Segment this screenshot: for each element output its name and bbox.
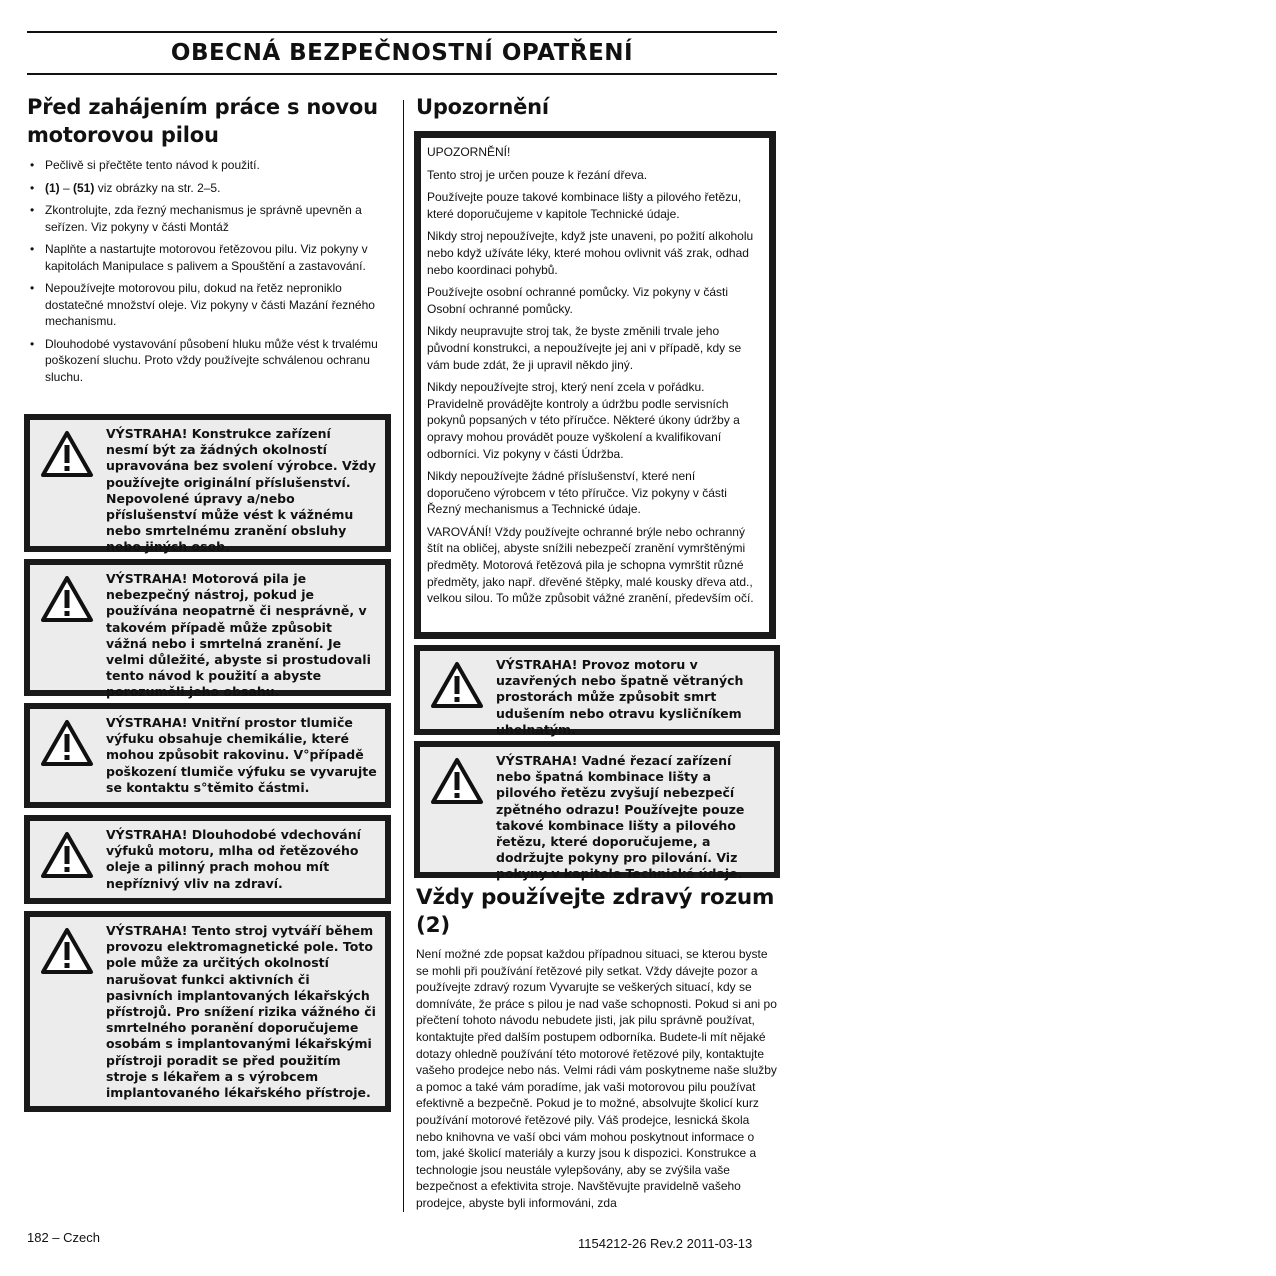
notice-paragraph: Nikdy nepoužívejte žádné příslušenství, které není doporučeno výrobcem v této příručce. Viz pokyny v části Řezný mechanismus a Technické údaje. <box>427 469 727 517</box>
column-divider <box>403 100 404 1212</box>
notice-title: UPOZORNĚNÍ! <box>427 145 511 159</box>
section-heading-notice: Upozornění <box>416 95 549 119</box>
notice-paragraph: Nikdy stroj nepoužívejte, když jste unaveni, po požití alkoholu nebo když užíváte léky, které mohou ovlivnit váš zrak, odhad nebo koordinaci pohybů. <box>427 229 754 277</box>
list-item: • (1) – (51) viz obrázky na str. 2–5. <box>30 180 221 195</box>
warning-triangle-icon <box>40 719 94 767</box>
warning-triangle-icon <box>40 430 94 478</box>
notice-paragraph: Používejte pouze takové kombinace lišty a pilového řetězu, které doporučujeme v kapitole Technické údaje. <box>427 190 742 221</box>
section-heading-new-saw: Před zahájením práce s novou motorovou pilou <box>27 95 378 147</box>
notice-paragraph: Nikdy nepoužívejte stroj, který není zcela v pořádku. Pravidelně provádějte kontroly a údržbu podle servisních pokynů popsaných v této příručce. Některé úkony údržby a opravy mohou provádět pouze vyškolení a kvalifikovaní odborníci. Viz pokyny v části Údržba. <box>427 380 740 461</box>
section-heading-common-sense: Vždy používejte zdravý rozum (2) <box>416 885 775 938</box>
warning-box <box>414 645 780 735</box>
page-header <box>27 31 777 75</box>
warning-box <box>24 703 391 808</box>
warning-triangle-icon <box>40 575 94 623</box>
warning-box <box>414 741 780 882</box>
warning-box <box>24 559 391 700</box>
notice-box <box>414 131 776 639</box>
warning-box <box>24 911 391 1112</box>
right-column <box>416 93 778 129</box>
list-item: • Dlouhodobé vystavování působení hluku může vést k trvalému poškození sluchu. Proto vždy používejte schválenou ochranu sluchu. <box>30 336 378 384</box>
warning-text: VÝSTRAHA! Motorová pila je nebezpečný nástroj, pokud je používána neopatrně či nesprávně, v takovém případě může způsobit vážná nebo i smrtelná zranění. Je velmi důležité, abyste si prostudovali tento návod k použití a abyste porozuměli jeho obsahu. <box>106 571 371 700</box>
warning-text: VÝSTRAHA! Vnitřní prostor tlumiče výfuku obsahuje chemikálie, které mohou způsobit rakovinu. V°případě poškození tlumiče výfuku se vyvarujte se kontaktu s°těmito částmi. <box>106 715 377 795</box>
warning-box <box>24 815 391 904</box>
left-column <box>27 93 392 391</box>
list-item: • Zkontrolujte, zda řezný mechanismus je správně upevněn a seřízen. Viz pokyny v části Montáž <box>30 203 362 234</box>
notice-paragraph: VAROVÁNÍ! Vždy používejte ochranné brýle nebo ochranný štít na obličej, abyste snížili nebezpečí zranění vymrštěnými předměty. Motorová řetězová pila je schopna vymrštit různé předměty, jako např. dřevěné štěpky, malé kousky dřeva atd., velkou silou. To může způsobit vážné zranění, především očí. <box>427 524 754 606</box>
warning-text: VÝSTRAHA! Dlouhodobé vdechování výfuků motoru, mlha od řetězového oleje a pilinný prach mohou mít nepříznivý vliv na zdraví. <box>106 827 361 891</box>
warning-text: VÝSTRAHA! Provoz motoru v uzavřených nebo špatně větraných prostorách může způsobit smrt udušením nebo otravu kysličníkem uhelnatým. <box>496 657 744 737</box>
warning-triangle-icon <box>430 661 484 709</box>
warning-triangle-icon <box>40 831 94 879</box>
common-sense-paragraph: Není možné zde popsat každou případnou situaci, se kterou byste se mohli při používání řetězové pily setkat. Vždy dávejte pozor a používejte zdravý rozum Vyvarujte se veškerých situací, kdy se domníváte, že práce s pilou je nad vaše schopnosti. Pokud si ani po přečtení tohoto návodu nebudete jisti, jak pilu správně používat, kontaktujte před dalším postupem odborníka. Budete-li mít nějaké dotazy ohledně používání této motorové řetězové pily, kontaktujte vašeho prodejce nebo nás. Velmi rádi vám poskytneme naše služby a pomoc a také vám poradíme, jak vaši motorovou pilu používat efektivně a bezpečně. Pokud je to možné, absolvujte školicí kurz používání motorové řetězové pily. Váš prodejce, lesnická škola nebo knihovna ve vaší obci vám mohou poskytnout informace o tom, jaké školicí materiály a kurzy jsou k dispozici. Konstrukce a technologie jsou neustále vylepšovány, aby se zvýšila vaše bezpečnost a efektivita stroje. Navštěvujte pravidelně vašeho prodejce, abyste byli informováni, zda <box>416 947 777 1210</box>
checklist <box>27 157 392 385</box>
warning-text: VÝSTRAHA! Vadné řezací zařízení nebo špatná kombinace lišty a pilového řetězu zvyšují nebezpečí zpětného odrazu! Používejte pouze takové kombinace lišty a pilového řetězu, které doporučujeme, a dodržujte pokyny pro pilování. Viz pokyny v kapitole Technické údaje. <box>496 753 745 882</box>
warning-triangle-icon <box>40 927 94 975</box>
notice-paragraph: Nikdy neupravujte stroj tak, že byste změnili trvale jeho původní konstrukci, a nepoužívejte jej ani v případě, kdy se vám bude zdát, že ji upravil někdo jiný. <box>427 324 742 372</box>
notice-paragraph: Používejte osobní ochranné pomůcky. Viz pokyny v části Osobní ochranné pomůcky. <box>427 285 729 316</box>
warning-text: VÝSTRAHA! Konstrukce zařízení nesmí být za žádných okolností upravována bez svolení výrobce. Vždy používejte originální příslušenství. Nepovolené úpravy a/nebo příslušenství může vést k vážnému nebo smrtelnému zranění obsluhy nebo jiných osob. <box>106 426 377 555</box>
figure-ref: (51) <box>73 180 95 195</box>
document-reference: 1154212-26 Rev.2 2011-03-13 <box>578 1236 753 1251</box>
list-item: • Pečlivě si přečtěte tento návod k použití. <box>30 158 260 172</box>
notice-paragraph: Tento stroj je určen pouze k řezání dřeva. <box>427 167 648 182</box>
page-title: OBECNÁ BEZPEČNOSTNÍ OPATŘENÍ <box>170 40 634 66</box>
page-number: 182 – Czech <box>27 1230 100 1245</box>
common-sense-section <box>416 884 778 1212</box>
warning-triangle-icon <box>430 757 484 805</box>
warning-text: VÝSTRAHA! Tento stroj vytváří během provozu elektromagnetické pole. Toto pole může za určitých okolností narušovat funkci aktivních či pasivních implantovaných lékařských přístrojů. Pro snížení rizika vážného či smrtelného poranění doporučujeme osobám s implantovanými lékařskými přístroji poradit se před použitím stroje s lékařem a s výrobcem implantovaného lékařského přístroje. <box>106 923 376 1101</box>
list-item: • Nepoužívejte motorovou pilu, dokud na řetěz neproniklo dostatečné množství oleje. Viz pokyny v části Mazání řezného mechanismu. <box>30 281 375 328</box>
warning-box <box>24 414 391 555</box>
figure-ref: (1) <box>45 180 60 195</box>
list-item: • Naplňte a nastartujte motorovou řetězovou pilu. Viz pokyny v kapitolách Manipulace s palivem a Spouštění a zastavování. <box>30 242 368 273</box>
